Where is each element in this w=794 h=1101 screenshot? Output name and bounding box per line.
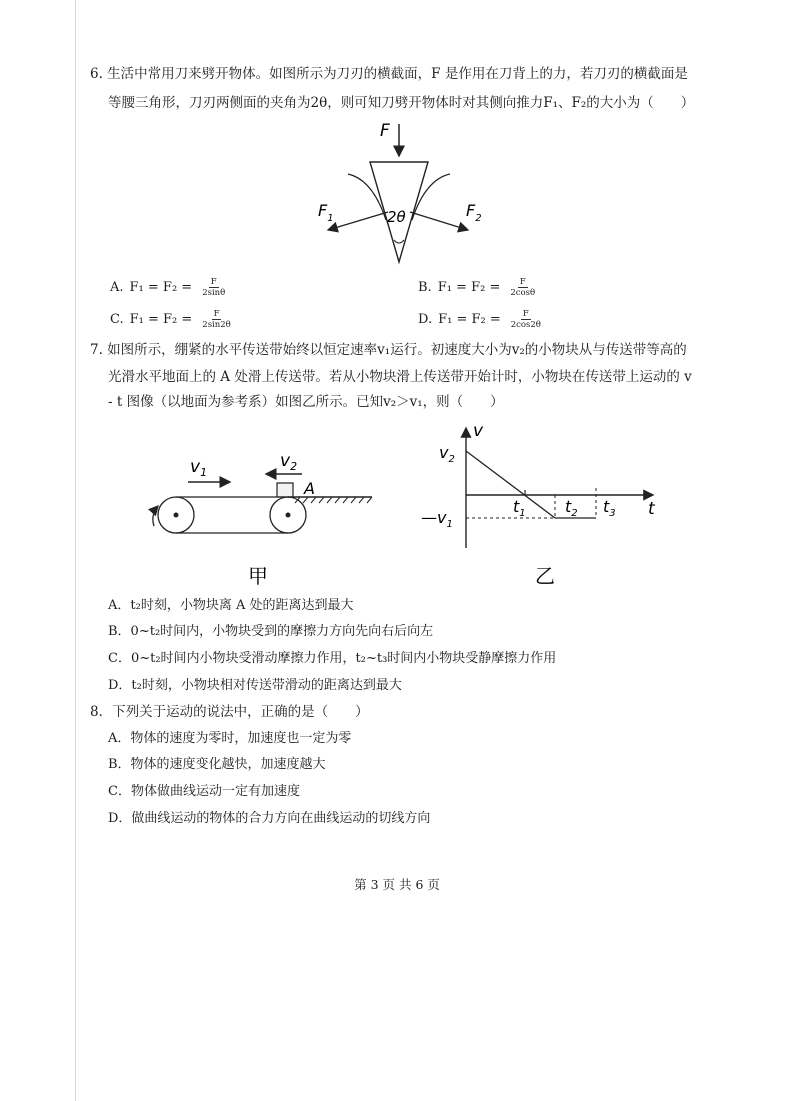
q6-force-F1-label: $F_1$ [318, 201, 334, 224]
jia-v2-label: $v_2$ [280, 451, 298, 473]
q7-option-b[interactable]: B．0~t₂时间内，小物块受到的摩擦力方向先向右后向左 [108, 624, 434, 639]
q6-option-a-fraction: $\frac{F}{2\sin\theta}$ [202, 277, 226, 298]
q6-option-c-fraction: $\frac{F}{2\sin 2\theta}$ [202, 309, 231, 330]
q8-option-b[interactable]: B．物体的速度变化越快，加速度越大 [108, 757, 326, 772]
q6-force-F2-label: $F_2$ [466, 201, 482, 224]
jia-rotation-arrow [153, 506, 158, 526]
q6-option-a[interactable]: A. F₁ = F₂ = $\frac{F}{2\sin\theta}$ [110, 277, 226, 298]
yi-t2-label: $t_2$ [565, 497, 578, 519]
q8-stem: 8．下列关于运动的说法中，正确的是（ ） [90, 704, 369, 720]
jia-v1-label: $v_1$ [190, 457, 208, 479]
q7-figure-jia-conveyor [140, 440, 380, 590]
q7-figure-yi-vt-graph [415, 420, 675, 590]
q7-option-a[interactable]: A．t₂时刻，小物块离 A 处的距离达到最大 [108, 598, 354, 613]
page-footer: 第 3 页 共 6 页 [354, 877, 440, 892]
yi-t1-label: $t_1$ [513, 497, 526, 519]
yi-neg-v1-label: $—v_1$ [421, 508, 453, 530]
jia-block [277, 483, 293, 497]
yi-v-axis-label: v [473, 421, 484, 441]
q6-option-d-fraction: $\frac{F}{2\cos 2\theta}$ [510, 309, 541, 330]
page-margin-line [75, 0, 76, 1101]
q6-force-F2-arrow [410, 212, 468, 230]
yi-decel-line [466, 451, 555, 518]
jia-left-axle [174, 513, 179, 518]
q6-angle-label: 2θ [387, 208, 406, 226]
yi-t3-label: $t_3$ [603, 497, 616, 519]
q6-option-d[interactable]: D. F₁ = F₂ = $\frac{F}{2\cos 2\theta}$ [418, 309, 541, 330]
q6-option-b-fraction: $\frac{F}{2\cos\theta}$ [510, 277, 536, 298]
q7-stem-line1: 7. 如图所示，绷紧的水平传送带始终以恒定速率v₁运行。初速度大小为v₂的小物块从与传送带等高的 [90, 342, 687, 358]
yi-v2-label: $v_2$ [439, 443, 455, 465]
q6-force-F-label: F [380, 121, 390, 141]
q7-option-c[interactable]: C．0~t₂时间内小物块受滑动摩擦力作用，t₂~t₃时间内小物块受静摩擦力作用 [108, 651, 557, 666]
jia-right-axle [286, 513, 291, 518]
q6-blade-figure [300, 112, 500, 270]
q8-option-c[interactable]: C．物体做曲线运动一定有加速度 [108, 784, 300, 799]
q6-stem-line2: 等腰三角形，刀刃两侧面的夹角为2θ，则可知刀劈开物体时对其侧向推力F₁、F₂的大小为（ ） [108, 95, 695, 111]
q6-stem-line1: 6. 生活中常用刀来劈开物体。如图所示为刀刃的横截面，F 是作用在刀背上的力，若刀刃的横截面是 [90, 66, 688, 82]
jia-point-A-label: A [304, 479, 315, 498]
q6-force-F1-arrow [328, 212, 388, 230]
q8-option-d[interactable]: D．做曲线运动的物体的合力方向在曲线运动的切线方向 [108, 811, 431, 826]
q6-option-c[interactable]: C. F₁ = F₂ = $\frac{F}{2\sin 2\theta}$ [110, 309, 231, 330]
q8-option-a[interactable]: A．物体的速度为零时，加速度也一定为零 [108, 731, 352, 746]
yi-t-axis-label: t [648, 499, 655, 519]
q6-angle-arc [394, 240, 404, 243]
jia-caption: 甲 [248, 564, 268, 588]
yi-caption: 乙 [535, 564, 555, 588]
q6-option-b[interactable]: B. F₁ = F₂ = $\frac{F}{2\cos\theta}$ [418, 277, 536, 298]
q7-stem-line3: - t 图像（以地面为参考系）如图乙所示。已知v₂＞v₁，则（ ） [108, 394, 504, 410]
q7-option-d[interactable]: D．t₂时刻，小物块相对传送带滑动的距离达到最大 [108, 678, 402, 693]
q7-stem-line2: 光滑水平地面上的 A 处滑上传送带。若从小物块滑上传送带开始计时，小物块在传送带上运动的 v [108, 369, 692, 385]
